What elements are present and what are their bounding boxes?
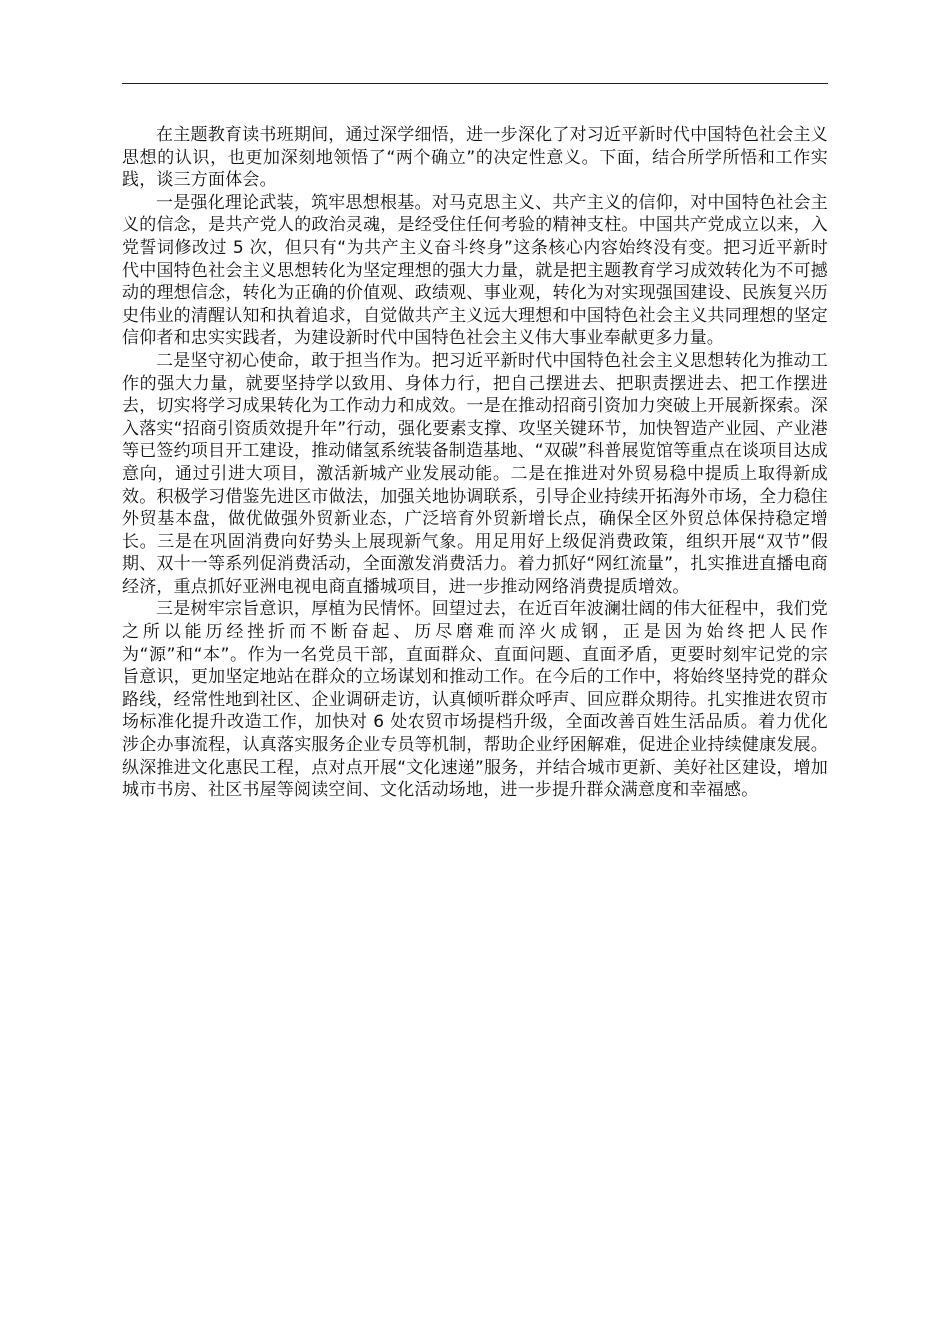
paragraph-point-two: 二是坚守初心使命，敢于担当作为。把习近平新时代中国特色社会主义思想转化为推动工作的强大力量，就要坚持学以致用、身体力行，把自己摆进去、把职责摆进去、把工作摆进去，切实将学习成果转化为工作动力和成效。一是在推动招商引资加力突破上开展新探索。深入落实“招商引资质效提升年”行动，强化要素支撑、攻坚关键环节，加快智造产业园、产业港等已签约项目开工建设，推动储氢系统装备制造基地、“双碳”科普展览馆等重点在谈项目达成意向，通过引进大项目，激活新城产业发展动能。二是在推进对外贸易稳中提质上取得新成效。积极学习借鉴先进区市做法，加强关地协调联系，引导企业持续开拓海外市场，全力稳住外贸基本盘，做优做强外贸新业态，广泛培育外贸新增长点，确保全区外贸总体保持稳定增长。三是在巩固消费向好势头上展现新气象。用足用好上级促消费政策，组织开展“双节”假期、双十一等系列促消费活动，全面激发消费活力。着力抓好“网红流量”，扎实推进直播电商经济，重点抓好亚洲电视电商直播城项目，进一步推动网络消费提质增效。 [122, 350, 829, 597]
paragraph-intro: 在主题教育读书班期间，通过深学细悟，进一步深化了对习近平新时代中国特色社会主义思想的认识，也更加深刻地领悟了“两个确立”的决定性意义。下面，结合所学所悟和工作实践，谈三方面体会。 [122, 125, 828, 191]
paragraph-point-one: 一是强化理论武装，筑牢思想根基。对马克思主义、共产主义的信仰，对中国特色社会主义的信念，是共产党人的政治灵魂，是经受住任何考验的精神支柱。中国共产党成立以来，入党誓词修改过 5 次，但只有“为共产主义奋斗终身”这条核心内容始终没有变。把习近平新时代中国特色社会主义思想转化为坚定理想的强大力量，就是把主题教育学习成效转化为不可撼动的理想信念，转化为正确的价值观、政绩观、事业观，转化为对实现强国建设、民族复兴历史伟业的清醒认知和执着追求，自觉做共产主义远大理想和中国特色社会主义共同理想的坚定信仰者和忠实实践者，为建设新时代中国特色社会主义伟大事业奉献更多力量。 [122, 192, 828, 349]
document-body [122, 124, 828, 802]
header-rule [122, 83, 828, 84]
paragraph-point-three: 三是树牢宗旨意识，厚植为民情怀。回望过去，在近百年波澜壮阔的伟大征程中，我们党之所以能历经挫折而不断奋起、历尽磨难而淬火成钢，正是因为始终把人民作为“源”和“本”。作为一名党员干部，直面群众、直面问题、直面矛盾，更要时刻牢记党的宗旨意识，更加坚定地站在群众的立场谋划和推动工作。在今后的工作中，将始终坚持党的群众路线，经常性地到社区、企业调研走访，认真倾听群众呼声、回应群众期待。扎实推进农贸市场标准化提升改造工作，加快对 6 处农贸市场提档升级，全面改善百姓生活品质。着力优化涉企办事流程，认真落实服务企业专员等机制，帮助企业纾困解难，促进企业持续健康发展。纵深推进文化惠民工程，点对点开展“文化速递”服务，并结合城市更新、美好社区建设，增加城市书房、社区书屋等阅读空间、文化活动场地，进一步提升群众满意度和幸福感。 [122, 599, 829, 801]
